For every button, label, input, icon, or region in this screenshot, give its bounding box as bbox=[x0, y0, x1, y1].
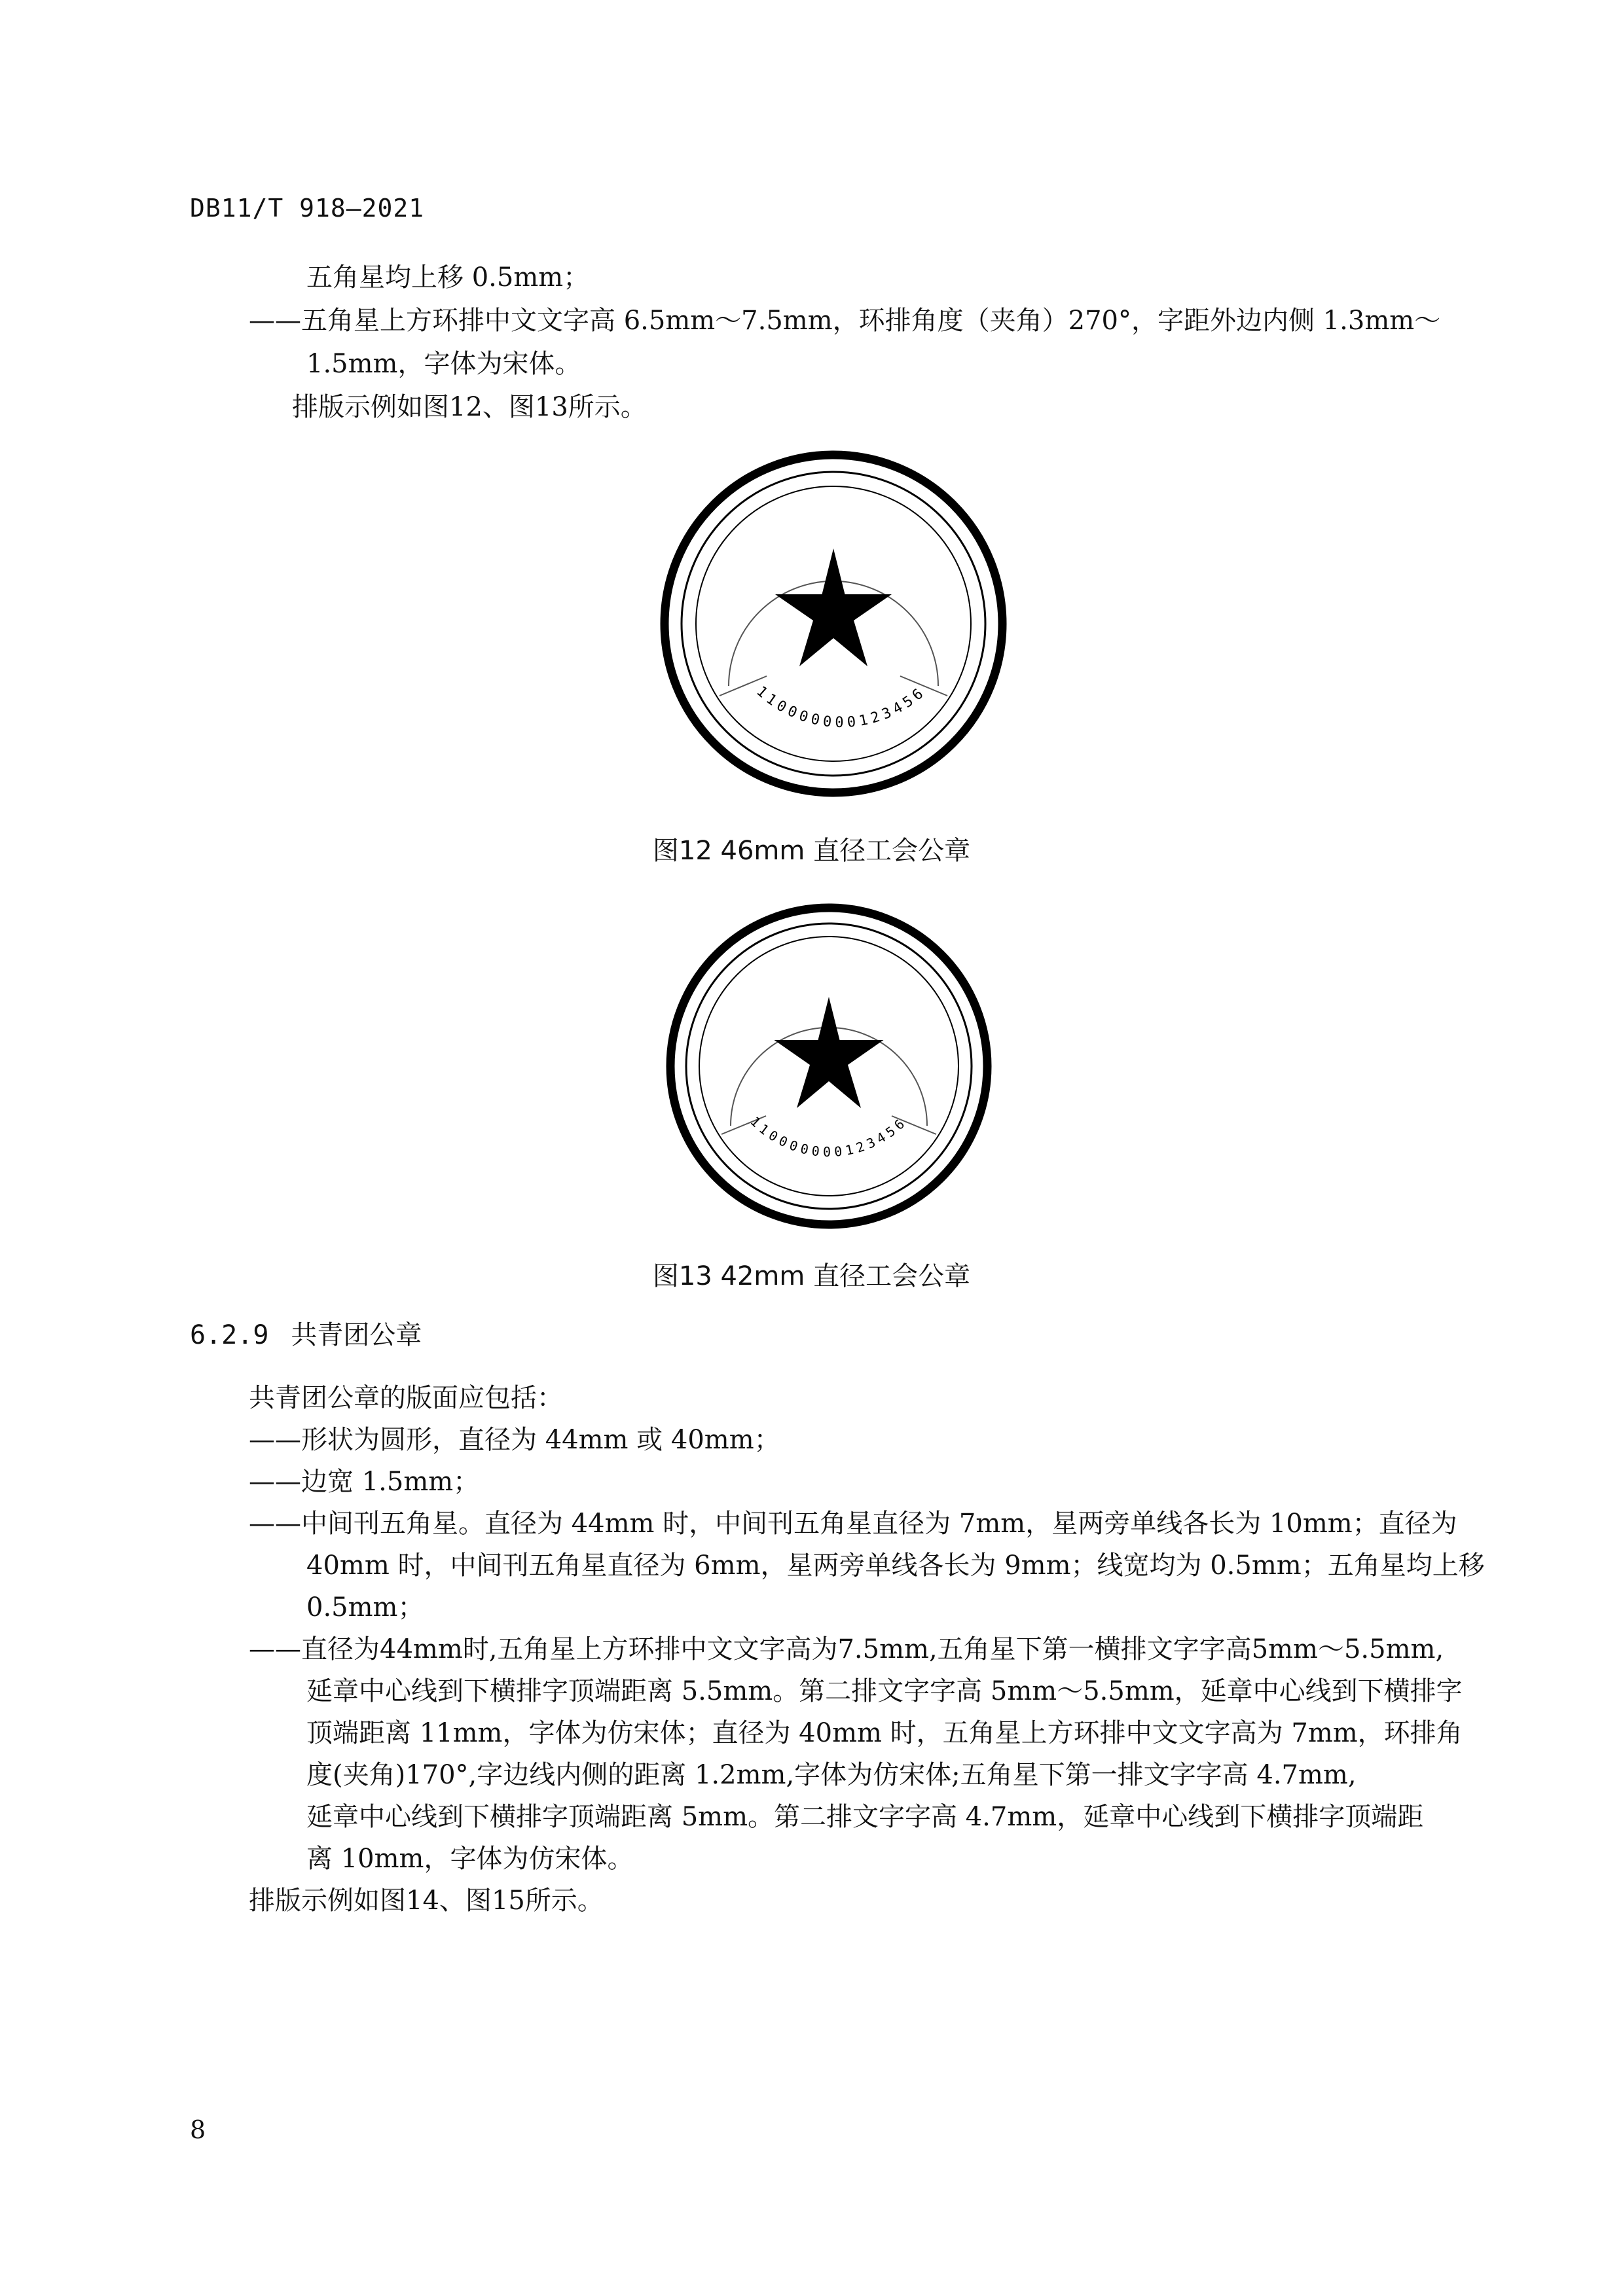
svg-text:110000000123456 bbox=[753, 683, 929, 731]
text-line: 延章中心线到下横排字顶端距离 5mm。第二排文字字高 4.7mm，延章中心线到下横排字顶端距 bbox=[306, 1802, 1424, 1832]
figure-13-seal bbox=[663, 900, 995, 1232]
seal-number: 110000000123456 bbox=[753, 683, 930, 731]
section-title: 共青团公章 bbox=[291, 1320, 422, 1350]
text-line: ——形状为圆形，直径为 44mm 或 40mm； bbox=[249, 1425, 780, 1455]
figure-12-caption: 图12 46mm 直径工会公章 bbox=[652, 836, 971, 866]
text-line: 40mm 时，中间刊五角星直径为 6mm，星两旁单线各长为 9mm；线宽均为 0.5mm；五角星均上移 bbox=[306, 1551, 1485, 1581]
page-number: 8 bbox=[190, 2115, 206, 2144]
union-seal-42mm-image bbox=[663, 900, 995, 1232]
text-line: ——五角星上方环排中文文字高 6.5mm～7.5mm，环排角度（夹角）270°，字距外边内侧 1.3mm～ bbox=[249, 306, 1441, 336]
figure-12-seal bbox=[657, 447, 1010, 800]
seal-number: 110000000123456 bbox=[747, 1113, 911, 1160]
text-line: 共青团公章的版面应包括： bbox=[249, 1383, 563, 1413]
figure-13-caption: 图13 42mm 直径工会公章 bbox=[652, 1261, 971, 1291]
text-line: 离 10mm，字体为仿宋体。 bbox=[306, 1844, 634, 1874]
text-line: 0.5mm； bbox=[306, 1592, 424, 1623]
text-line: ——边宽 1.5mm； bbox=[249, 1467, 480, 1497]
document-id: DB11/T 918—2021 bbox=[190, 194, 425, 223]
text-line: 1.5mm，字体为宋体。 bbox=[306, 349, 581, 379]
text-line: 排版示例如图14、图15所示。 bbox=[249, 1886, 604, 1916]
section-number: 6.2.9 bbox=[190, 1320, 269, 1350]
svg-text:110000000123456 bbox=[748, 1113, 911, 1160]
star-icon bbox=[775, 997, 884, 1108]
union-seal-46mm-image bbox=[657, 447, 1010, 800]
text-line: 延章中心线到下横排字顶端距离 5.5mm。第二排文字字高 5mm～5.5mm，延章中心线到下横排字 bbox=[306, 1676, 1463, 1706]
text-line: ——中间刊五角星。直径为 44mm 时，中间刊五角星直径为 7mm，星两旁单线各长为 10mm；直径为 bbox=[249, 1509, 1457, 1539]
text-line: 五角星均上移 0.5mm； bbox=[306, 262, 590, 293]
section-heading bbox=[190, 1314, 422, 1352]
text-line: 顶端距离 11mm，字体为仿宋体；直径为 40mm 时，五角星上方环排中文文字高为 7mm，环排角 bbox=[306, 1718, 1463, 1748]
text-line: ——直径为44mm时,五角星上方环排中文文字高为7.5mm,五角星下第一横排文字字高5mm～5.5mm, bbox=[249, 1634, 1444, 1664]
text-line: 排版示例如图12、图13所示。 bbox=[292, 392, 647, 422]
star-icon bbox=[775, 548, 892, 666]
text-line: 度(夹角)170°,字边线内侧的距离 1.2mm,字体为仿宋体;五角星下第一排文字字高 4.7mm, bbox=[306, 1760, 1357, 1790]
